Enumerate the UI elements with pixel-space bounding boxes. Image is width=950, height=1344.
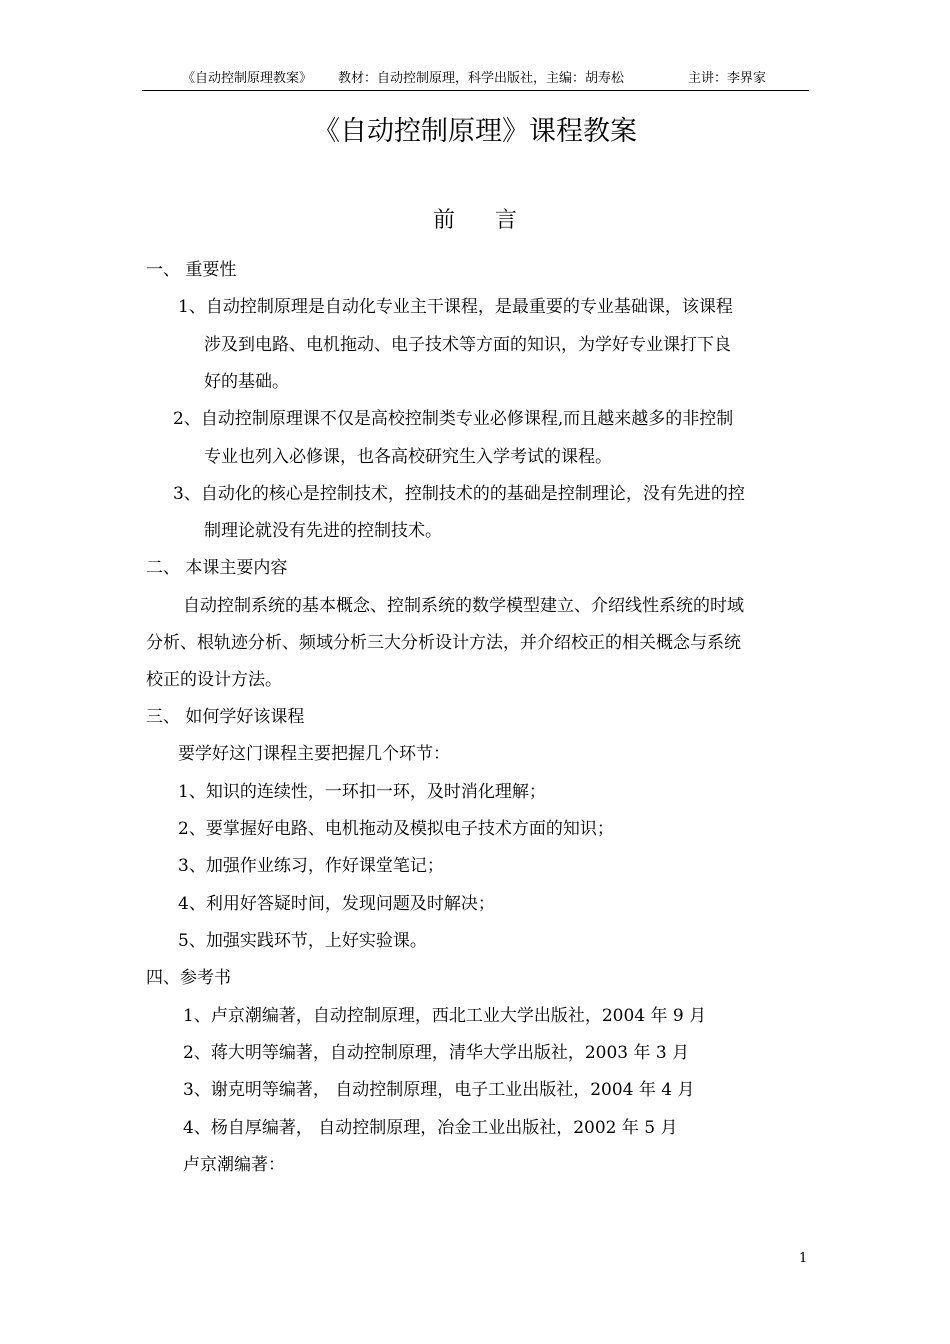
paragraph-line: 1、自动控制原理是自动化专业主干课程，是最重要的专业基础课，该课程 [178,297,733,317]
paragraph-line: 要学好这门课程主要把握几个环节： [178,744,450,764]
reference-item: 3、谢克明等编著， 自动控制原理，电子工业出版社，2004 年 4 月 [183,1080,695,1100]
section-heading-references: 四、参考书 [146,968,231,988]
paragraph-line: 自动控制系统的基本概念、控制系统的数学模型建立、介绍线性系统的时域 [183,596,744,616]
page-number: 1 [799,1251,808,1266]
paragraph-line: 分析、根轨迹分析、频域分析三大分析设计方法，并介绍校正的相关概念与系统 [146,633,741,653]
paragraph-line: 3、自动化的核心是控制技术，控制技术的的基础是控制理论，没有先进的控 [173,484,745,504]
reference-item: 2、蒋大明等编著，自动控制原理，清华大学出版社，2003 年 3 月 [183,1043,690,1063]
paragraph-line: 2、自动控制原理课不仅是高校控制类专业必修课程,而且越来越多的非控制 [173,409,734,429]
reference-item: 1、卢京潮编著，自动控制原理，西北工业大学出版社，2004 年 9 月 [183,1006,707,1026]
list-item: 4、利用好答疑时间，发现问题及时解决； [178,894,495,914]
header-lecturer: 主讲：李界家 [688,71,767,86]
paragraph-line: 涉及到电路、电机拖动、电子技术等方面的知识，为学好专业课打下良 [204,335,731,355]
paragraph-line: 制理论就没有先进的控制技术。 [204,521,442,541]
list-item: 3、加强作业练习，作好课堂笔记； [178,856,444,876]
paragraph-line: 校正的设计方法。 [146,670,282,690]
header-textbook: 教材：自动控制原理，科学出版社，主编：胡寿松 [338,71,625,86]
paragraph-line: 好的基础。 [204,372,289,392]
preface-heading-char-1: 前 [432,208,455,233]
list-item: 5、加强实践环节，上好实验课。 [178,931,427,951]
preface-heading [0,204,950,238]
list-item: 1、知识的连续性，一环扣一环，及时消化理解； [178,782,546,802]
paragraph-line: 专业也列入必修课，也各高校研究生入学考试的课程。 [204,447,612,467]
section-heading-importance: 一、 重要性 [146,260,237,280]
paragraph-line: 卢京潮编著： [183,1155,285,1175]
page-header [142,70,809,91]
header-course-title: 《自动控制原理教案》 [182,71,313,86]
reference-item: 4、杨自厚编著， 自动控制原理，冶金工业出版社，2002 年 5 月 [183,1118,678,1138]
document-title: 《自动控制原理》课程教案 [313,116,637,147]
list-item: 2、要掌握好电路、电机拖动及模拟电子技术方面的知识； [178,819,614,839]
preface-heading-char-2: 言 [495,208,518,233]
section-heading-main-content: 二、 本课主要内容 [146,558,288,578]
section-heading-how-to-learn: 三、 如何学好该课程 [146,707,305,727]
